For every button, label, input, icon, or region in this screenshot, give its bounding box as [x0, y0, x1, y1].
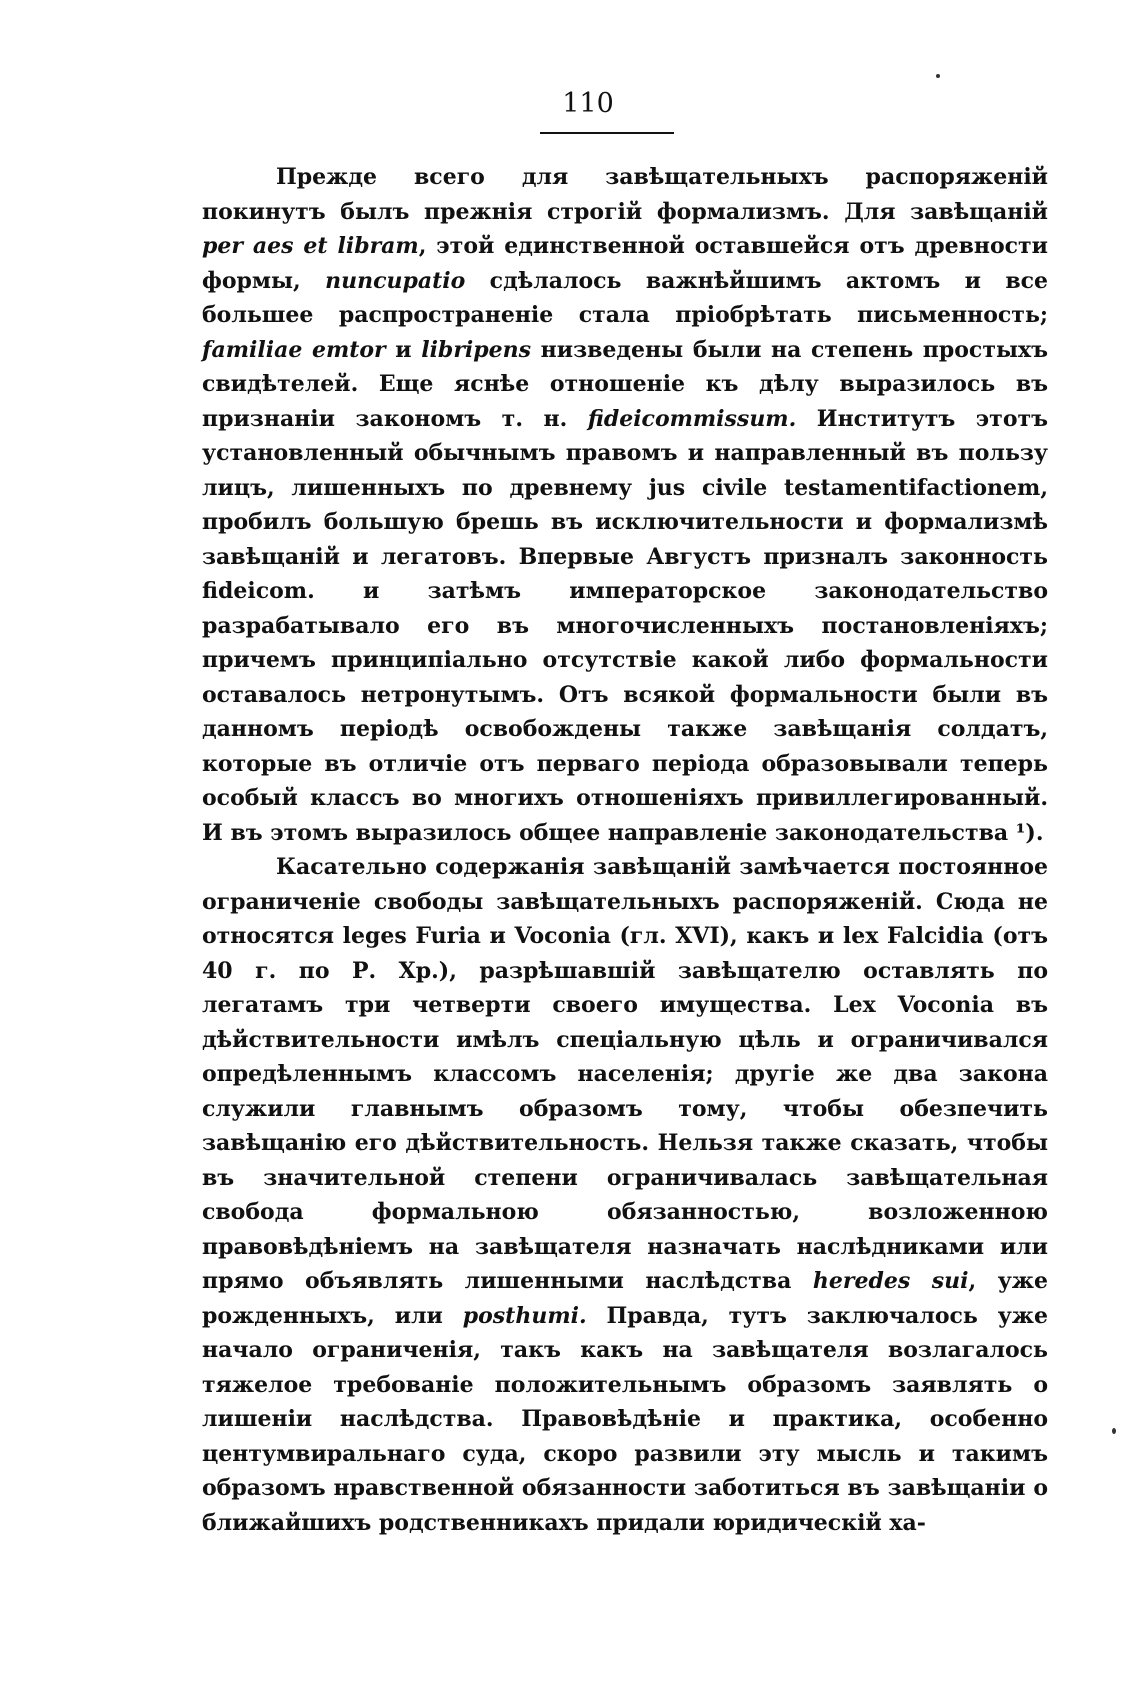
header-rule: [540, 132, 674, 134]
text-run: Прежде всего для завѣщательныхъ распоряженій покинутъ былъ прежнія строгій формализмъ. Для завѣщаній: [202, 164, 1048, 225]
scan-speck: [1112, 1428, 1116, 1434]
text-run: , уже рожденныхъ, или: [202, 1268, 1048, 1329]
text-run: и: [385, 336, 422, 363]
text-run: Правда, тутъ заключалось уже начало ограниченія, такъ какъ на завѣщателя возлагалось тяжелое требованіе положительнымъ образомъ заявлять о лишеніи наслѣдства. Правовѣдѣніе и практика, особенно центумвиральнаго суда, скоро развили эту мысль и такимъ образомъ нравственной обязанности заботиться въ завѣщаніи о ближайшихъ родственникахъ придали юридическій ха-: [202, 1302, 1048, 1536]
page-number: 110: [562, 88, 614, 119]
text-run: Институтъ этотъ установленный обычнымъ правомъ и направленный въ пользу лицъ, лишенныхъ по древнему jus civile testamentifactionem, пробилъ большую брешь въ исключительности и формализмѣ завѣщаній и легатовъ. Впервые Августъ призналъ законность fideicom. и затѣмъ императорское законодательство разрабатывало его въ многочисленныхъ постановленіяхъ; причемъ принципіально отсутствіе какой либо формальности оставалось нетронутымъ. Отъ всякой формальности были въ данномъ періодѣ освобождены также завѣщанія солдатъ, которые въ отличіе отъ перваго періода образовывали теперь особый классъ во многихъ отношеніяхъ привиллегированный. И въ этомъ выразилось общее направленіе законодательства ¹).: [202, 405, 1048, 846]
italic-term: per aes et libram: [202, 233, 419, 259]
italic-term: fideicommissum.: [587, 405, 797, 432]
italic-term: nuncupatio: [325, 267, 466, 294]
italic-term: heredes sui: [812, 1268, 969, 1294]
italic-term: libripens: [421, 336, 532, 363]
paragraph-2: [202, 850, 1048, 1540]
paragraph-1: [202, 160, 1048, 850]
italic-term: familiae emtor: [202, 336, 386, 363]
body-text: [202, 160, 1048, 1540]
text-run: , этой единственной оставшейся отъ древности формы,: [202, 233, 1048, 294]
italic-term: posthumi.: [462, 1302, 587, 1329]
text-run: Касательно содержанія завѣщаній замѣчается постоянное ограниченіе свободы завѣщательныхъ распоряженій. Сюда не относятся leges Furia и Voconia (гл. XVI), какъ и lex Falcidia (отъ 40 г. по Р. Хр.), разрѣшавшій завѣщателю оставлять по легатамъ три четверти своего имущества. Lex Voconia въ дѣйствительности имѣлъ спеціальную цѣль и ограничивался опредѣленнымъ классомъ населенія; другіе же два закона служили главнымъ образомъ тому, чтобы обезпечить завѣщанію его дѣйствительность. Нельзя также сказать, чтобы въ значительной степени ограничивалась завѣщательная свобода формальною обязанностью, возложенною правовѣдѣніемъ на завѣщателя назначать наслѣдниками или прямо объявлять лишенными наслѣдства: [202, 854, 1048, 1294]
text-run: сдѣлалось важнѣйшимъ актомъ и все большее распространеніе стала пріобрѣтать письменность;: [202, 267, 1048, 328]
scan-speck: [936, 74, 940, 78]
text-run: низведены были на степень простыхъ свидѣтелей. Еще яснѣе отношеніе къ дѣлу выразилось въ признаніи закономъ т. н.: [202, 336, 1048, 432]
